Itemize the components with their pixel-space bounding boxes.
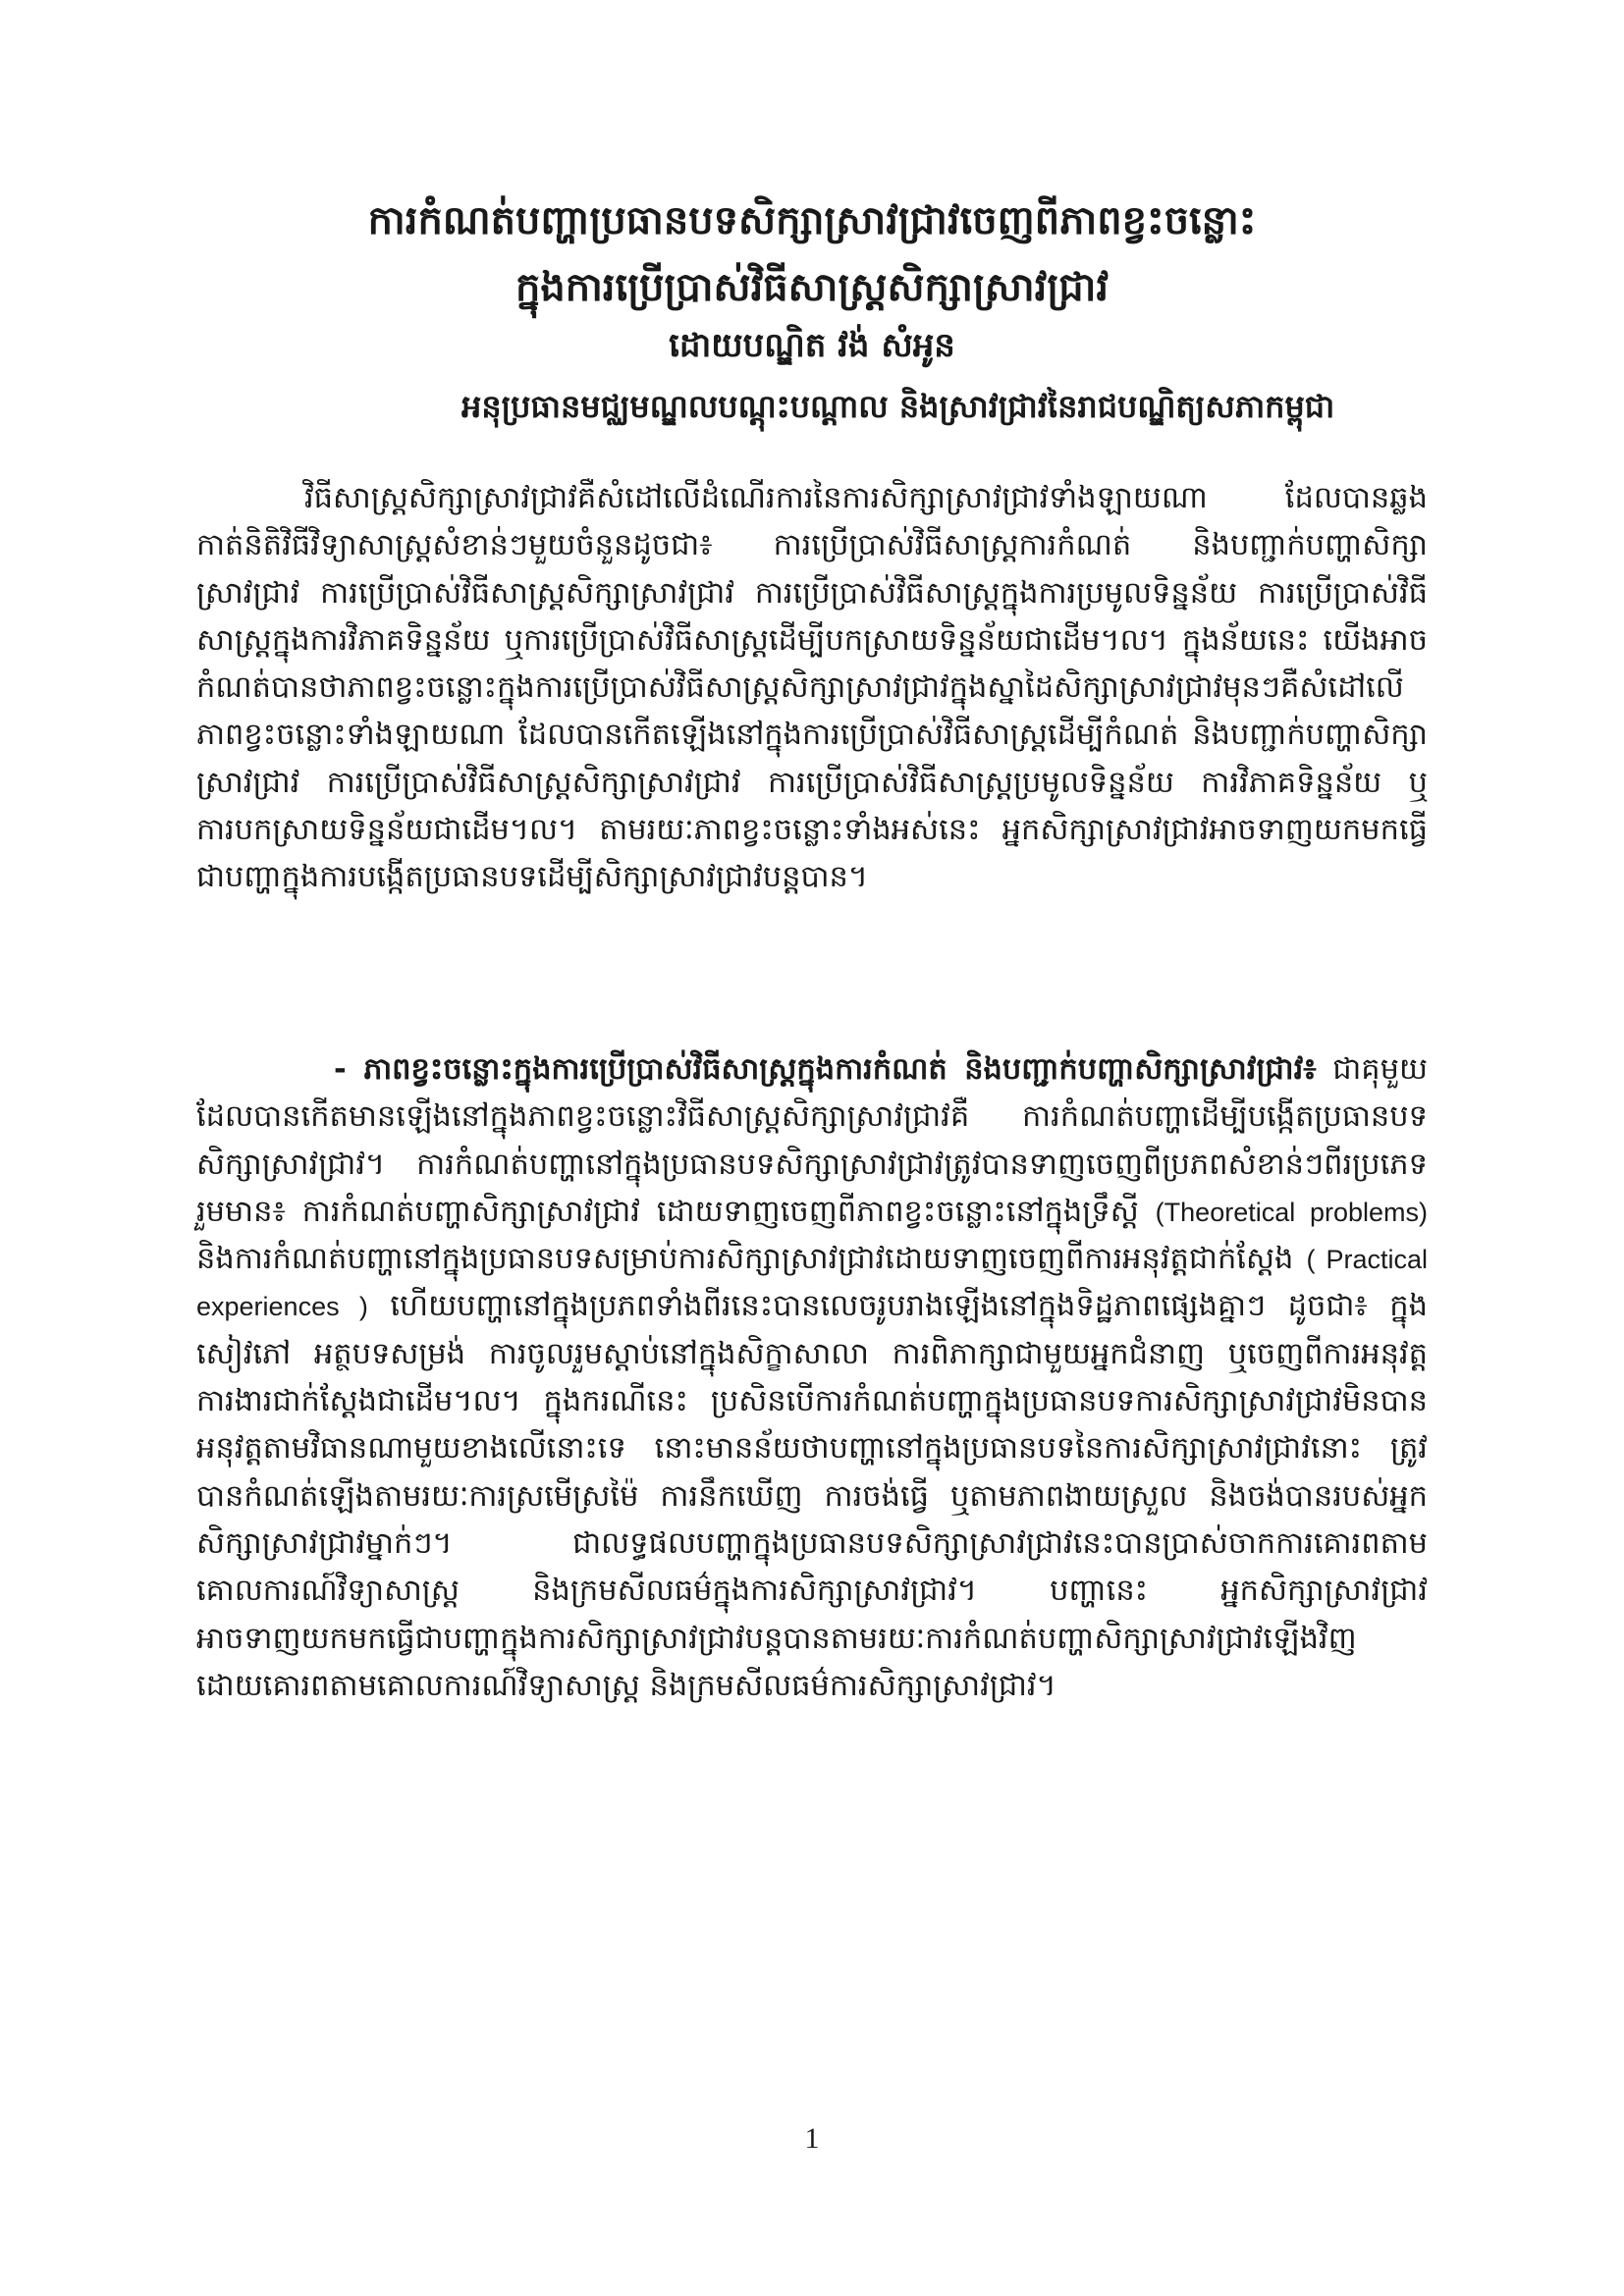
body-paragraph-1: វិធីសាស្ត្រសិក្សាស្រាវជ្រាវគឺសំដៅលើដំណើរការនៃការសិក្សាស្រាវជ្រាវទាំងឡាយណា ដែលបានឆ្លងកាត់និតិវិធីវិទ្យាសាស្ត្រសំខាន់ៗមួយចំនួនដូចជា៖ ការប្រើប្រាស់វិធីសាស្ត្រការកំណត់ និងបញ្ជាក់បញ្ហាសិក្សាស្រាវជ្រាវ ការប្រើប្រាស់វិធីសាស្ត្រសិក្សាស្រាវជ្រាវ ការប្រើប្រាស់វិធីសាស្ត្រក្នុងការប្រមូលទិន្នន័យ ការប្រើប្រាស់វិធីសាស្ត្រក្នុងការវិភាគទិន្នន័យ ឬការប្រើប្រាស់វិធីសាស្ត្រដើម្បីបកស្រាយទិន្នន័យជាដើម។ល។ ក្នុងន័យនេះ យើងអាចកំណត់បានថាភាពខ្វះចន្លោះក្នុងការប្រើប្រាស់វិធីសាស្ត្រសិក្សាស្រាវជ្រាវក្នុងស្នាដៃសិក្សាស្រាវជ្រាវមុនៗគឺសំដៅលើ ភាពខ្វះចន្លោះទាំងឡាយណា ដែលបានកើតឡើងនៅក្នុងការប្រើប្រាស់វិធីសាស្ត្រដើម្បីកំណត់ និងបញ្ជាក់បញ្ហាសិក្សាស្រាវជ្រាវ ការប្រើប្រាស់វិធីសាស្ត្រសិក្សាស្រាវជ្រាវ ការប្រើប្រាស់វិធីសាស្ត្រប្រមូលទិន្នន័យ ការវិភាគទិន្នន័យ ឬការបកស្រាយទិន្នន័យជាដើម។ល។ តាមរយៈភាពខ្វះចន្លោះទាំងអស់នេះ អ្នកសិក្សាស្រាវជ្រាវអាចទាញយកមកធ្វើជាបញ្ហាក្នុងការបង្កើតប្រធានបទដើម្បីសិក្សាស្រាវជ្រាវបន្តបាន។ [196,481,1428,895]
page-number: 1 [804,2122,820,2155]
paragraph-2-text-c: ហើយបញ្ហានៅក្នុងប្រភពទាំងពីរនេះបានលេចរូបរាងឡើងនៅក្នុងទិដ្ឋភាពផ្សេងគ្នាៗ ដូចជា៖ ក្នុងសៀវភៅ អត្ថបទសម្រង់ ការចូលរួមស្តាប់នៅក្នុងសិក្ខាសាលា ការពិភាក្សាជាមួយអ្នកជំនាញ ឬចេញពីការអនុវត្តការងារជាក់ស្តែងជាដើម។ល។ ក្នុងករណីនេះ ប្រសិនបើការកំណត់បញ្ហាក្នុងប្រធានបទការសិក្សាស្រាវជ្រាវមិនបានអនុវត្តតាមវិធានណាមួយខាងលើនោះទេ នោះមានន័យថាបញ្ហានៅក្នុងប្រធានបទនៃការសិក្សាស្រាវជ្រាវនោះ ត្រូវបានកំណត់ឡើងតាមរយៈការស្រមើស្រម៉ៃ ការនឹកឃើញ ការចង់ធ្វើ ឬតាមភាពងាយស្រួល និងចង់បានរបស់អ្នកសិក្សាស្រាវជ្រាវម្នាក់ៗ។ ជាលទ្ធផលបញ្ហាក្នុងប្រធានបទសិក្សាស្រាវជ្រាវនេះបានប្រាស់ចាកការគោរពតាមគោលការណ៍វិទ្យាសាស្ត្រ និងក្រមសីលធម៌ក្នុងការសិក្សាស្រាវជ្រាវ។ បញ្ហានេះ អ្នកសិក្សាស្រាវជ្រាវអាចទាញយកមកធ្វើជាបញ្ហាក្នុងការសិក្សាស្រាវជ្រាវបន្តបានតាមរយៈការកំណត់បញ្ហាសិក្សាស្រាវជ្រាវឡើងវិញ ដោយគោរពតាមគោលការណ៍វិទ្យាសាស្ត្រ និងក្រមសីលធម៌ការសិក្សាស្រាវជ្រាវ។ [196,1289,1428,1703]
title-line-2: ក្នុងការប្រើប្រាស់វិធីសាស្ត្រសិក្សាស្រាវជ្រាវ [514,265,1110,310]
paragraph-2-text-a: ជាគុមួយដែលបានកើតមានឡើងនៅក្នុងភាពខ្វះចន្លោះវិធីសាស្ត្រសិក្សាស្រាវជ្រាវគឺ ការកំណត់បញ្ហាដើម្បីបង្កើតប្រធានបទសិក្សាស្រាវជ្រាវ។ ការកំណត់បញ្ហានៅក្នុងប្រធានបទសិក្សាស្រាវជ្រាវត្រូវបានទាញចេញពីប្រភពសំខាន់ៗពីរប្រភេទរួមមាន៖ ការកំណត់បញ្ហាសិក្សាស្រាវជ្រាវ ដោយទាញចេញពីភាពខ្វះចន្លោះនៅក្នុងទ្រឹស្តី [196,1052,1428,1229]
body-paragraph-2 [196,1046,1428,1710]
title-line-1: ការកំណត់បញ្ហាប្រធានបទសិក្សាស្រាវជ្រាវចេញពីភាពខ្វះចន្លោះ [367,198,1257,243]
paragraph-2-text-b: និងការកំណត់បញ្ហានៅក្នុងប្រធានបទសម្រាប់ការសិក្សាស្រាវជ្រាវដោយទាញចេញពីការអនុវត្តជាក់ស្តែង [196,1242,1307,1277]
author-affiliation: អនុប្រធានមជ្ឈមណ្ឌលបណ្តុះបណ្តាល និងស្រាវជ្រាវនៃរាជបណ្ឌិត្យសភាកម្ពុជា [461,388,1335,425]
author-line: ដោយបណ្ឌិត វង់ សំអូន [669,326,955,365]
english-term-practical: ( Practical experiences ) [196,1245,1428,1322]
english-term-theoretical: (Theoretical problems) [1155,1197,1428,1227]
section-heading: - ភាពខ្វះចន្លោះក្នុងការប្រើប្រាស់វិធីសាស្ត្រក្នុងការកំណត់ និងបញ្ជាក់បញ្ហាសិក្សាស្រាវជ្រាវ៖ [334,1052,1317,1087]
